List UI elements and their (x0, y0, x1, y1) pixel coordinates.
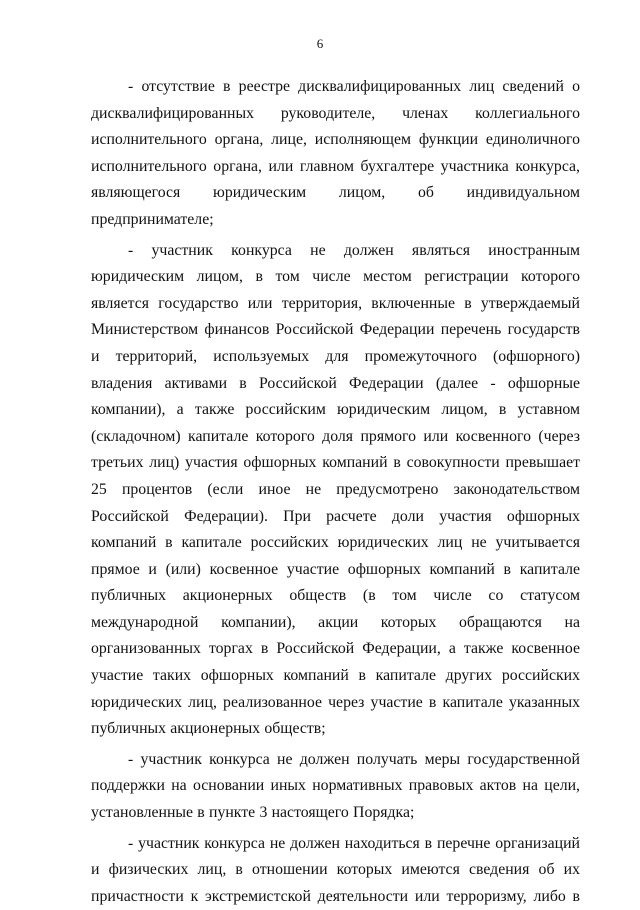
document-body (91, 74, 580, 910)
page-number: 6 (316, 36, 324, 51)
paragraph-state-support: - участник конкурса не должен получать меры государственной поддержки на основании иных нормативных правовых актов на цели, установленные в пункте 3 настоящего Порядка; (91, 750, 580, 822)
paragraph-extremism-list: - участник конкурса не должен находиться в перечне организаций и физических лиц, в отношении которых имеются сведения об их причастности к экстремистской деятельности или терроризму, либо в (91, 834, 580, 905)
paragraph-offshore-companies: - участник конкурса не должен являться иностранным юридическим лицом, в том числе местом регистрации которого является государство или территория, включенные в утверждаемый Министерством финансов Российской Федерации перечень государств и территорий, используемых для промежуточного (офшорного) владения активами в Российской Федерации (далее - офшорные компании), а также российским юридическим лицом, в уставном (складочном) капитале которого доля прямого или косвенного (через третьих лиц) участия офшорных компаний в совокупности превышает 25 процентов (если иное не предусмотрено законодательством Российской Федерации). При расчете доли участия офшорных компаний в капитале российских юридических лиц не учитывается прямое и (или) косвенное участие офшорных компаний в капитале публичных акционерных обществ (в том числе со статусом международной компании), акции которых обращаются на организованных торгах в Российской Федерации, а также косвенное участие таких офшорных компаний в капитале других российских юридических лиц, реализованное через участие в капитале указанных публичных акционерных обществ; (91, 241, 580, 738)
paragraph-disqualified-persons: - отсутствие в реестре дисквалифицированных лиц сведений о дисквалифицированных руководителе, членах коллегиального исполнительного органа, лице, исполняющем функции единоличного исполнительного органа, или главном бухгалтере участника конкурса, являющегося юридическим лицом, об индивидуальном предпринимателе; (91, 78, 580, 228)
